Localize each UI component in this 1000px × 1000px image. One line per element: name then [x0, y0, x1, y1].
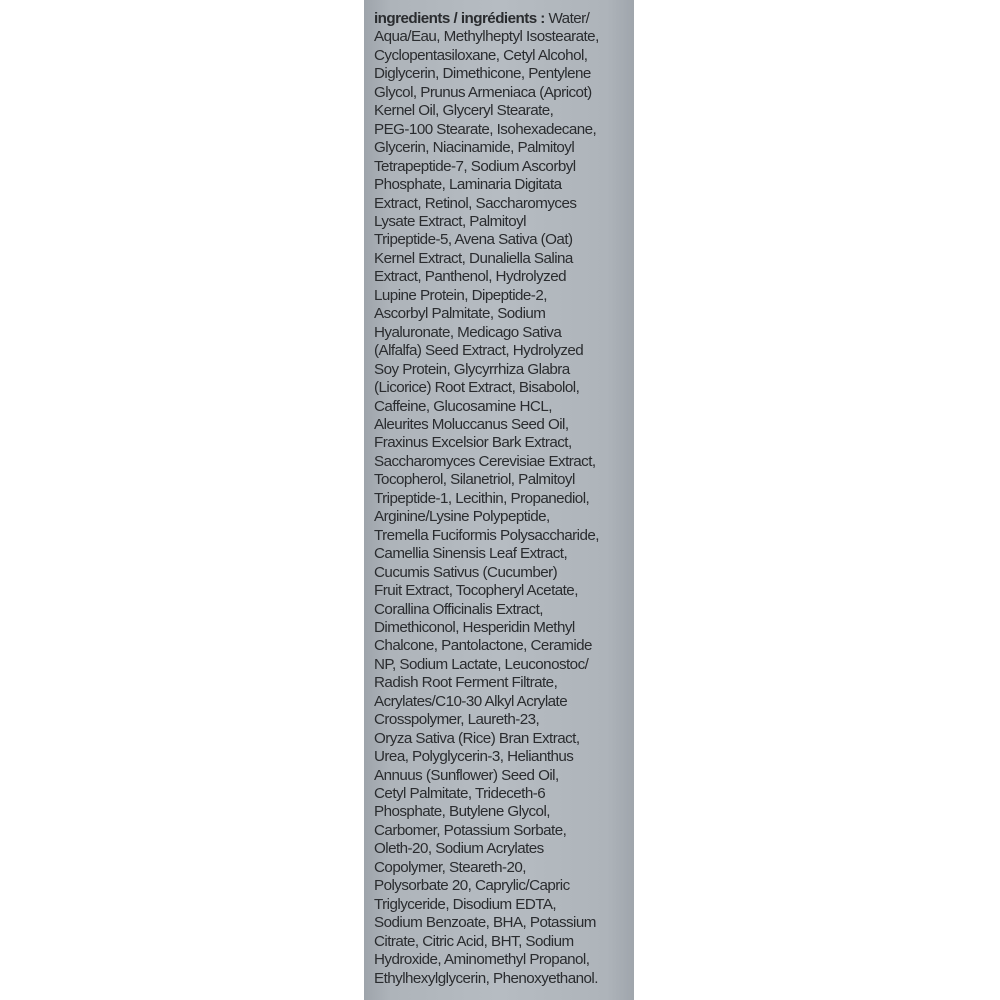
ingredients-line: Glycerin, Niacinamide, Palmitoyl: [374, 139, 575, 157]
ingredients-line: Saccharomyces Cerevisiae Extract,: [374, 452, 596, 470]
ingredients-line: Kernel Oil, Glyceryl Stearate,: [374, 102, 554, 120]
ingredients-line: Copolymer, Steareth-20,: [374, 858, 526, 876]
ingredients-line: Acrylates/C10-30 Alkyl Acrylate: [374, 692, 568, 710]
ingredients-line: Corallina Officinalis Extract,: [374, 600, 543, 618]
ingredients-line: Extract, Panthenol, Hydrolyzed: [374, 268, 567, 286]
ingredients-line: Carbomer, Potassium Sorbate,: [374, 821, 567, 839]
ingredients-line: Arginine/Lysine Polypeptide,: [374, 508, 550, 526]
ingredients-line: Aleurites Moluccanus Seed Oil,: [374, 415, 569, 433]
ingredients-list: [374, 10, 634, 988]
ingredients-line: Tetrapeptide-7, Sodium Ascorbyl: [374, 157, 576, 175]
ingredients-line: Tripeptide-5, Avena Sativa (Oat): [374, 231, 573, 249]
ingredients-line: Camellia Sinensis Leaf Extract,: [374, 545, 568, 563]
ingredients-line: PEG-100 Stearate, Isohexadecane,: [374, 120, 597, 138]
ingredients-line: Ascorbyl Palmitate, Sodium: [374, 305, 546, 323]
ingredients-line: Glycol, Prunus Armeniaca (Apricot): [374, 83, 592, 101]
ingredients-line: Lupine Protein, Dipeptide-2,: [374, 286, 547, 304]
ingredients-heading: ingredients / ingrédients :: [374, 10, 545, 27]
ingredients-line: NP, Sodium Lactate, Leuconostoc/: [374, 655, 589, 673]
ingredients-line: Urea, Polyglycerin-3, Helianthus: [374, 748, 574, 766]
ingredients-line: Tocopherol, Silanetriol, Palmitoyl: [374, 471, 575, 489]
ingredients-line: Ethylhexylglycerin, Phenoxyethanol.: [374, 969, 598, 987]
ingredients-line: Soy Protein, Glycyrrhiza Glabra: [374, 360, 570, 378]
ingredients-line: Diglycerin, Dimethicone, Pentylene: [374, 65, 591, 83]
ingredients-line: Chalcone, Pantolactone, Ceramide: [374, 637, 592, 655]
ingredients-line: Fruit Extract, Tocopheryl Acetate,: [374, 582, 578, 600]
ingredients-line: Annuus (Sunflower) Seed Oil,: [374, 766, 559, 784]
ingredients-line: Triglyceride, Disodium EDTA,: [374, 895, 557, 913]
ingredients-line: Hydroxide, Aminomethyl Propanol,: [374, 951, 590, 969]
ingredients-line: Tripeptide-1, Lecithin, Propanediol,: [374, 489, 590, 507]
ingredients-line: Citrate, Citric Acid, BHT, Sodium: [374, 932, 574, 950]
ingredients-line-1: Water/: [544, 10, 590, 27]
ingredients-line: Tremella Fuciformis Polysaccharide,: [374, 526, 599, 544]
ingredients-line: Lysate Extract, Palmitoyl: [374, 212, 526, 230]
ingredients-line: Oleth-20, Sodium Acrylates: [374, 840, 544, 858]
ingredients-line: Phosphate, Butylene Glycol,: [374, 803, 550, 821]
ingredients-line: Cetyl Palmitate, Trideceth-6: [374, 785, 546, 803]
ingredients-line: (Licorice) Root Extract, Bisabolol,: [374, 379, 580, 397]
ingredients-line: Caffeine, Glucosamine HCL,: [374, 397, 552, 415]
ingredients-line: (Alfalfa) Seed Extract, Hydrolyzed: [374, 342, 584, 360]
ingredients-line: Crosspolymer, Laureth-23,: [374, 711, 540, 729]
ingredients-label-panel: [364, 0, 634, 1000]
ingredients-line: Aqua/Eau, Methylheptyl Isostearate,: [374, 28, 599, 46]
ingredients-first-line: [374, 10, 634, 28]
ingredients-line: Cyclopentasiloxane, Cetyl Alcohol,: [374, 46, 588, 64]
ingredients-line: Phosphate, Laminaria Digitata: [374, 176, 562, 194]
ingredients-line: Polysorbate 20, Caprylic/Capric: [374, 877, 570, 895]
ingredients-line: Extract, Retinol, Saccharomyces: [374, 194, 577, 212]
ingredients-line: Sodium Benzoate, BHA, Potassium: [374, 914, 596, 932]
ingredients-line: Oryza Sativa (Rice) Bran Extract,: [374, 729, 580, 747]
ingredients-line: Hyaluronate, Medicago Sativa: [374, 323, 562, 341]
ingredients-line: Fraxinus Excelsior Bark Extract,: [374, 434, 572, 452]
ingredients-line: Radish Root Ferment Filtrate,: [374, 674, 558, 692]
ingredients-line: Dimethiconol, Hesperidin Methyl: [374, 618, 575, 636]
ingredients-line: Cucumis Sativus (Cucumber): [374, 563, 558, 581]
ingredients-line: Kernel Extract, Dunaliella Salina: [374, 249, 573, 267]
